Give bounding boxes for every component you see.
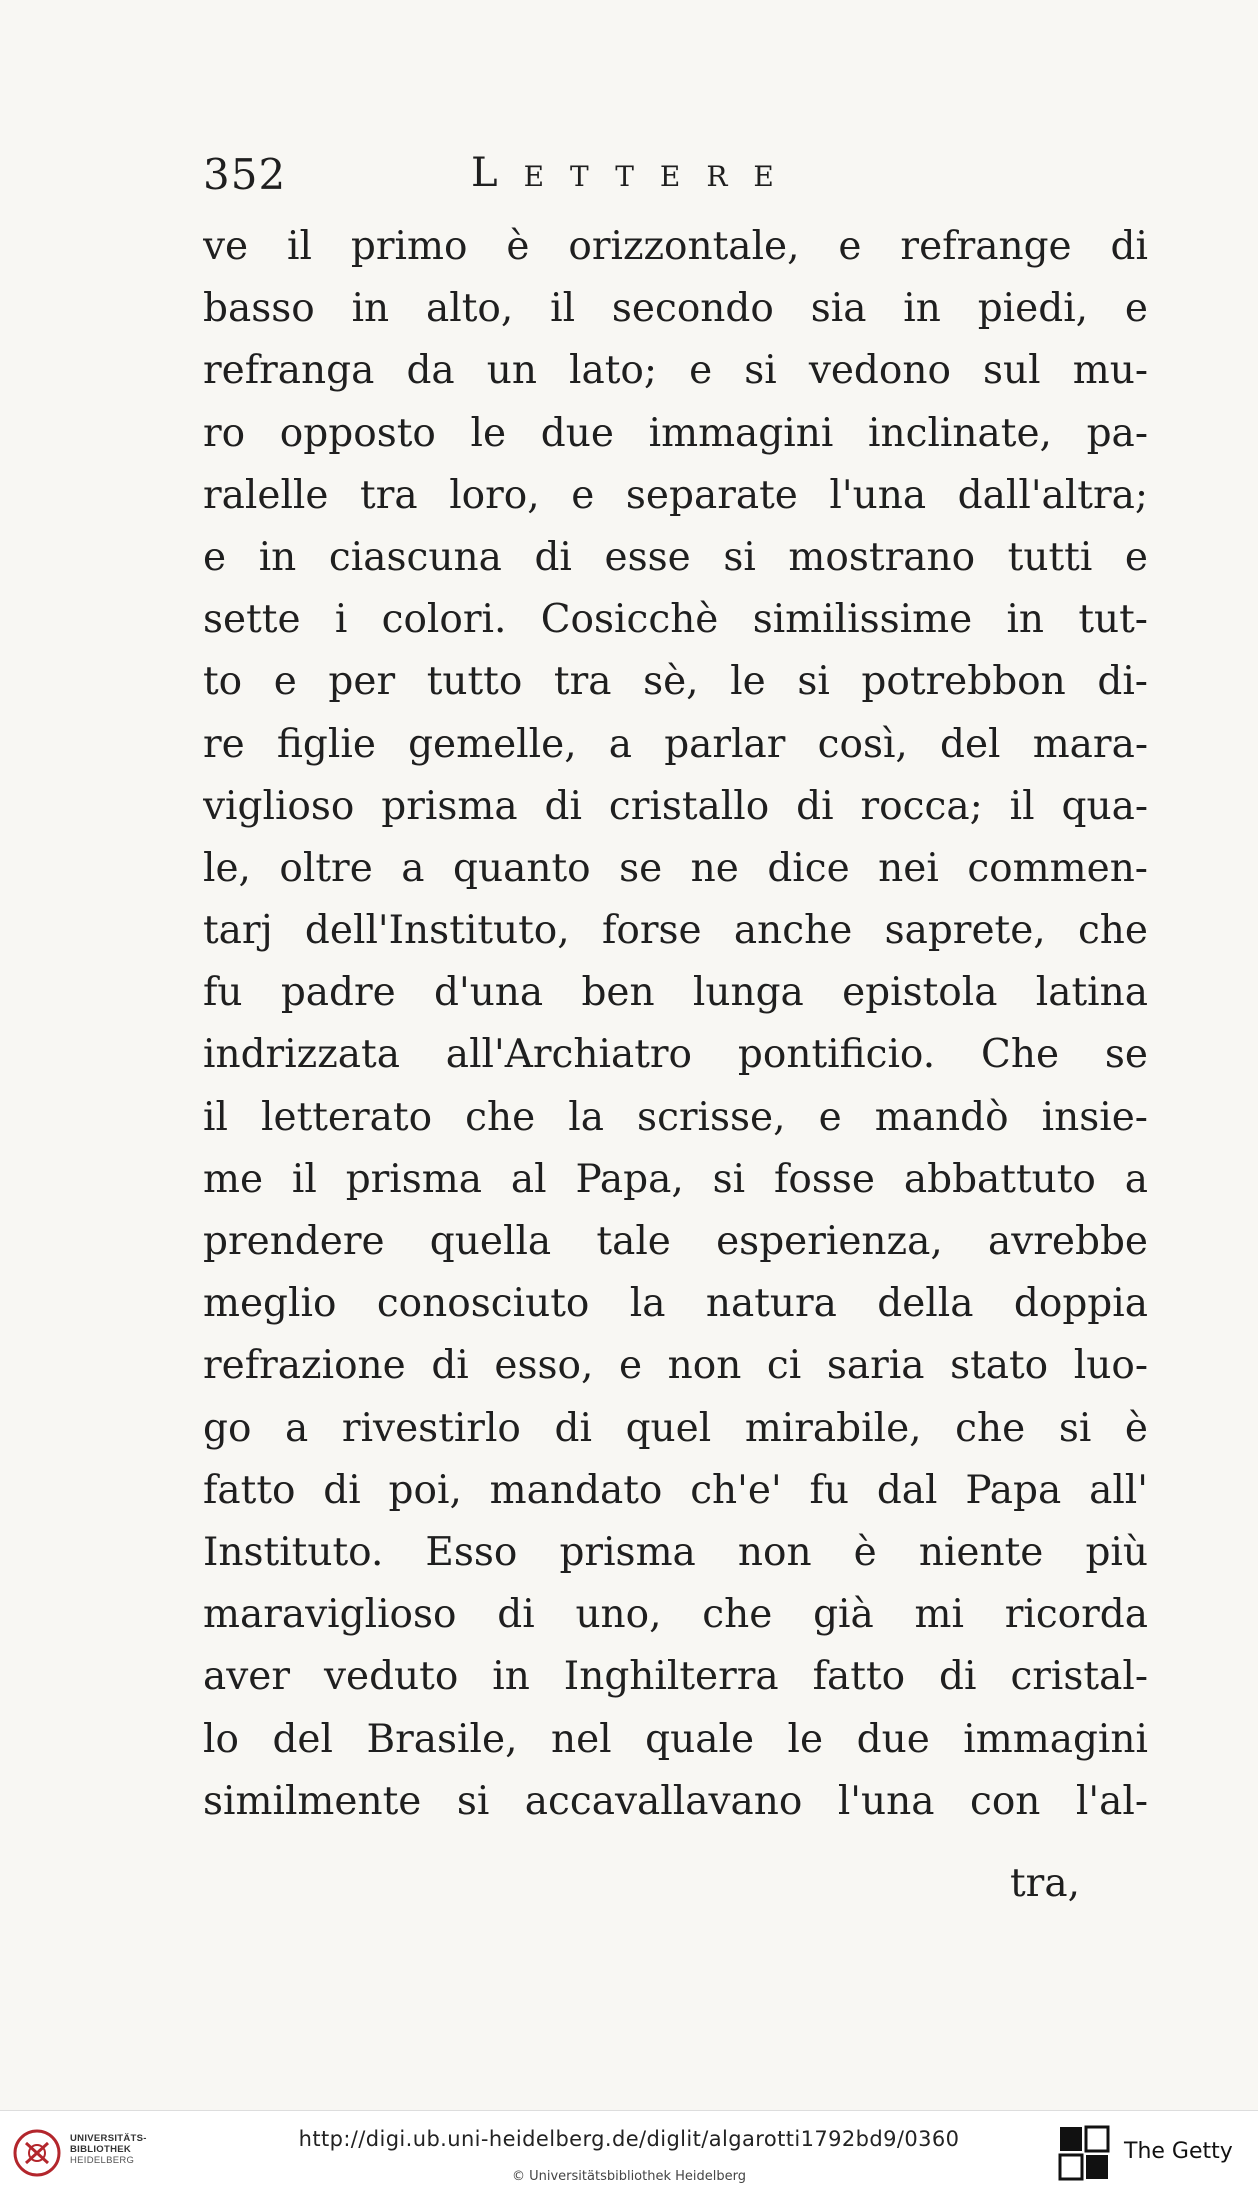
text-line: me il prisma al Papa, si fosse abbattuto a — [203, 1156, 1148, 1202]
text-line: basso in alto, il secondo sia in piedi, e — [203, 286, 1148, 332]
text-line: ro opposto le due immagini inclinate, pa- — [203, 410, 1148, 456]
text-line: tarj dell'Instituto, forse anche saprete, che — [203, 908, 1148, 954]
text-line: viglioso prisma di cristallo di rocca; il qua- — [203, 783, 1148, 829]
text-line: fu padre d'una ben lunga epistola latina — [203, 970, 1148, 1016]
getty-mark-icon — [1058, 2125, 1110, 2181]
permalink-url[interactable]: http://digi.ub.uni-heidelberg.de/diglit/algarotti1792bd9/0360 — [298, 2127, 960, 2151]
text-line: ve il primo è orizzontale, e refrange di — [203, 224, 1148, 269]
library-city: HEIDELBERG — [70, 2155, 135, 2166]
catchword: tra, — [1010, 1861, 1080, 1906]
copyright-notice: © Universitätsbibliothek Heidelberg — [511, 2169, 746, 2184]
library-name-line-1: UNIVERSITÄTS- — [70, 2133, 147, 2144]
page-header — [203, 150, 1163, 210]
text-line: indrizzata all'Archiatro pontificio. Che se — [203, 1032, 1148, 1078]
library-name-line-2: BIBLIOTHEK — [70, 2144, 132, 2155]
body-text — [203, 216, 1148, 1833]
text-line: e in ciascuna di esse si mostrano tutti e — [203, 534, 1148, 580]
page-number: 352 — [203, 150, 287, 199]
text-line: to e per tutto tra sè, le si potrebbon di- — [203, 659, 1148, 705]
text-line: aver veduto in Inghilterra fatto di cristal- — [203, 1654, 1148, 1700]
text-line: lo del Brasile, nel quale le due immagini — [203, 1716, 1148, 1762]
text-line: refrazione di esso, e non ci saria stato luo- — [203, 1343, 1148, 1389]
text-line: ralelle tra loro, e separate l'una dall'altra; — [203, 472, 1148, 518]
running-head: Lettere — [471, 150, 800, 196]
text-line: re figlie gemelle, a parlar così, del mara- — [203, 721, 1148, 767]
text-line: le, oltre a quanto se ne dice nei commen- — [203, 845, 1148, 891]
footer-bar — [0, 2110, 1258, 2200]
getty-logo[interactable] — [1058, 2125, 1248, 2185]
text-line: sette i colori. Cosicchè similissime in tut- — [203, 597, 1148, 643]
text-line: meglio conosciuto la natura della doppia — [203, 1281, 1148, 1327]
text-line: il letterato che la scrisse, e mandò insie- — [203, 1094, 1148, 1140]
text-line: fatto di poi, mandato ch'e' fu dal Papa all' — [203, 1467, 1148, 1513]
text-line: Instituto. Esso prisma non è niente più — [203, 1529, 1148, 1575]
text-line: prendere quella tale esperienza, avrebbe — [203, 1219, 1148, 1264]
text-line: refranga da un lato; e si vedono sul mu- — [203, 348, 1148, 394]
getty-name: The Getty — [1124, 2139, 1233, 2164]
text-line: maraviglioso di uno, che già mi ricorda — [203, 1592, 1148, 1638]
text-line: similmente si accavallavano l'una con l'al- — [203, 1778, 1148, 1824]
text-line: go a rivestirlo di quel mirabile, che si è — [203, 1405, 1148, 1451]
